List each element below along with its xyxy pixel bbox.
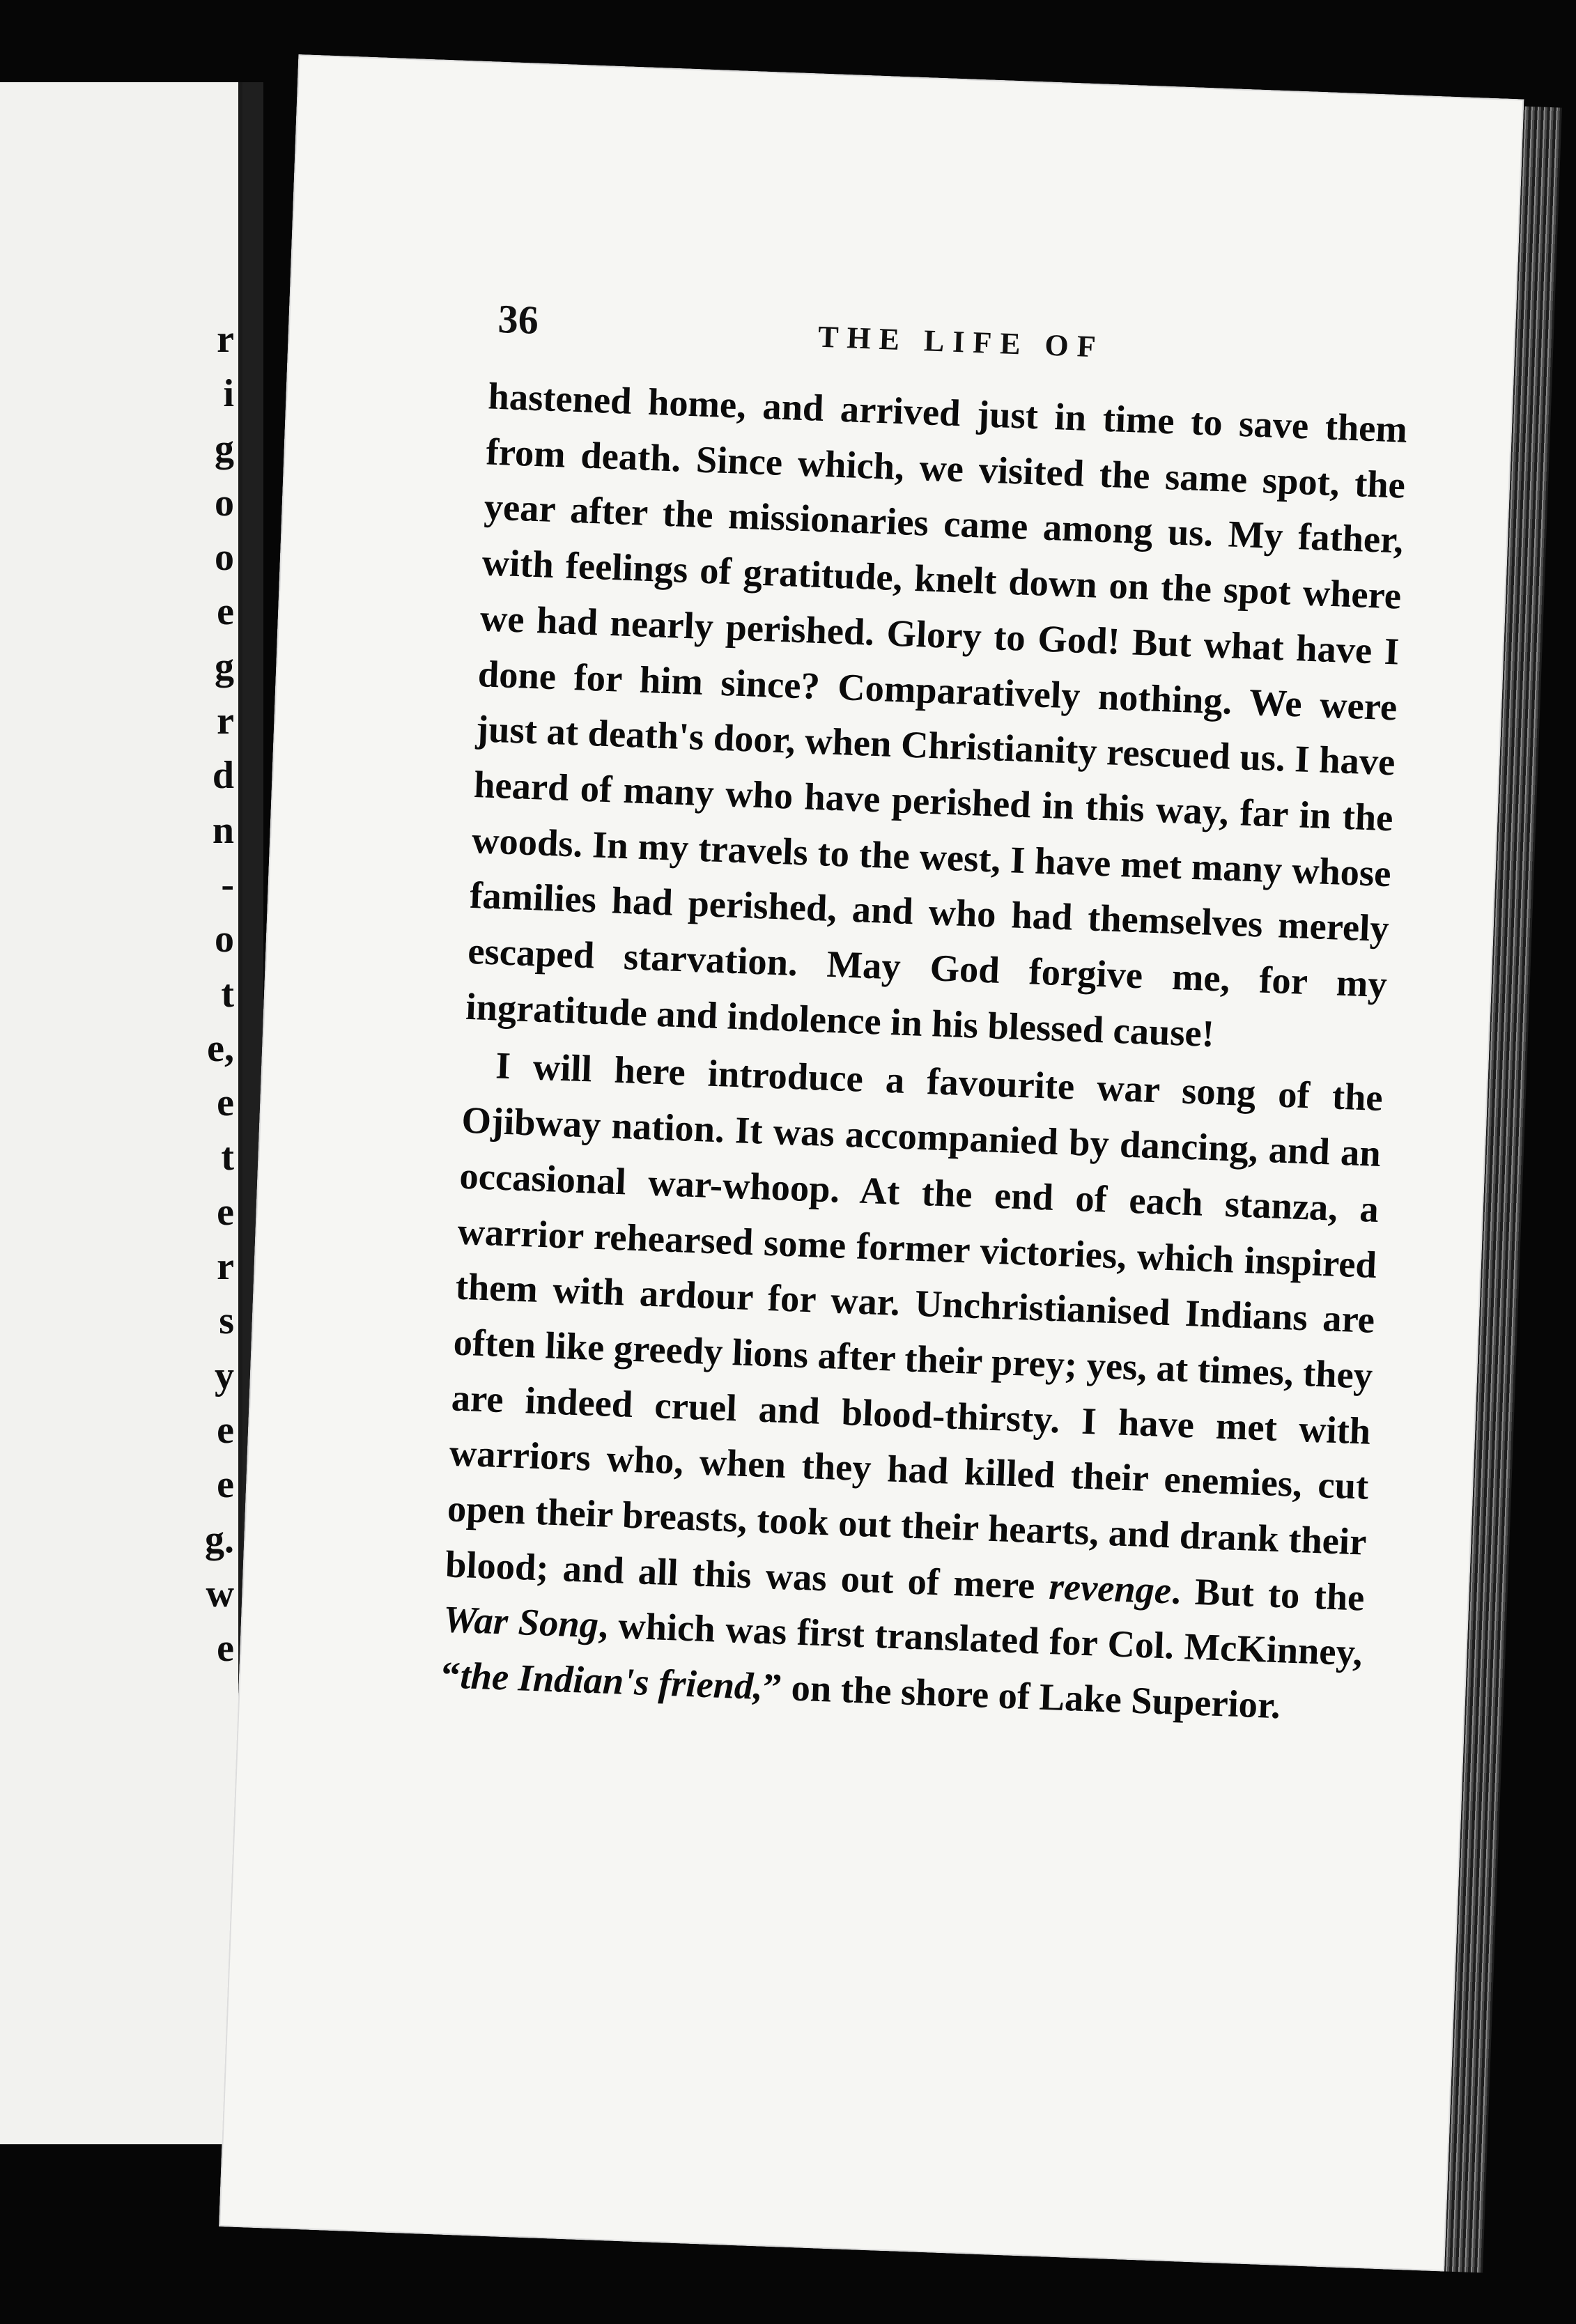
left-edge-char: r bbox=[217, 318, 234, 361]
emphasis-war-song: War Song bbox=[442, 1597, 600, 1646]
paragraph-2-part-3: , which was first translated for Col. McKinney, “ bbox=[440, 1603, 1363, 1697]
paragraph-2 bbox=[440, 1037, 1384, 1736]
left-edge-char: r bbox=[217, 699, 234, 743]
right-page-block bbox=[169, 53, 1576, 2302]
left-edge-char: e bbox=[217, 1081, 234, 1125]
left-edge-char: r bbox=[217, 1245, 234, 1289]
left-edge-char: e bbox=[217, 1408, 234, 1452]
left-edge-char: o bbox=[215, 536, 234, 580]
paragraph-2-part-1: I will here introduce a favourite war song of the Ojibway nation. It was accompanied by dancing, and an occasional war-whoop. At the end of each stanza, a warrior rehearsed some former victories, which inspired them with ardour for war. Unchristianised Indians are often like greedy lions after their prey; yes, at times, they are indeed cruel and blood-thirsty. I have met with warriors who, when they had killed their enemies, cut open their breasts, took out their hearts, and drank their blood; and all this was out of mere bbox=[445, 1044, 1384, 1607]
left-edge-char: t bbox=[221, 972, 234, 1016]
running-head: THE LIFE OF bbox=[817, 319, 1105, 364]
left-edge-char: o bbox=[215, 481, 234, 525]
left-edge-char: e bbox=[217, 1627, 234, 1671]
left-edge-char: g bbox=[215, 644, 234, 688]
left-edge-char: o bbox=[215, 917, 234, 961]
left-edge-char: e bbox=[217, 1463, 234, 1507]
left-edge-char: d bbox=[212, 754, 234, 798]
left-edge-char: e bbox=[217, 1190, 234, 1234]
page-number: 36 bbox=[497, 295, 539, 343]
left-edge-char: i bbox=[223, 372, 234, 416]
left-edge-char: g bbox=[215, 426, 234, 470]
left-edge-char: e, bbox=[207, 1026, 234, 1070]
left-edge-char: s bbox=[219, 1299, 234, 1343]
body-text bbox=[440, 368, 1408, 1736]
paragraph-2-part-2: . But to the bbox=[1171, 1569, 1366, 1619]
emphasis-indians-friend: the Indian's friend, bbox=[459, 1654, 764, 1708]
paragraph-1: hastened home, and arrived just in time to save them from death. Since which, we visited the same spot, the year after the missionaries came among us. My father, with feelings of gratitude, knelt down on the spot where we had nearly perished. Glory to God! But what have I done for him since? Comparatively nothing. We were just at death's door, when Christianity rescued us. I have heard of many who have perished in this way, far in the woods. In my travels to the west, I have met many whose families had perished, and who had themselves merely escaped starvation. May God forgive me, for my ingratitude and indolence in his blessed cause! bbox=[465, 374, 1408, 1055]
left-edge-char: g. bbox=[205, 1517, 234, 1561]
paragraph-2-part-4: ” on the shore of Lake Superior. bbox=[762, 1665, 1281, 1727]
left-edge-char: - bbox=[221, 862, 234, 906]
left-edge-char: y bbox=[215, 1354, 234, 1397]
emphasis-revenge: revenge bbox=[1048, 1564, 1173, 1612]
left-edge-char: w bbox=[206, 1572, 234, 1616]
left-edge-char: n bbox=[212, 808, 234, 852]
left-edge-char: t bbox=[221, 1136, 234, 1179]
left-edge-char: e bbox=[217, 590, 234, 634]
